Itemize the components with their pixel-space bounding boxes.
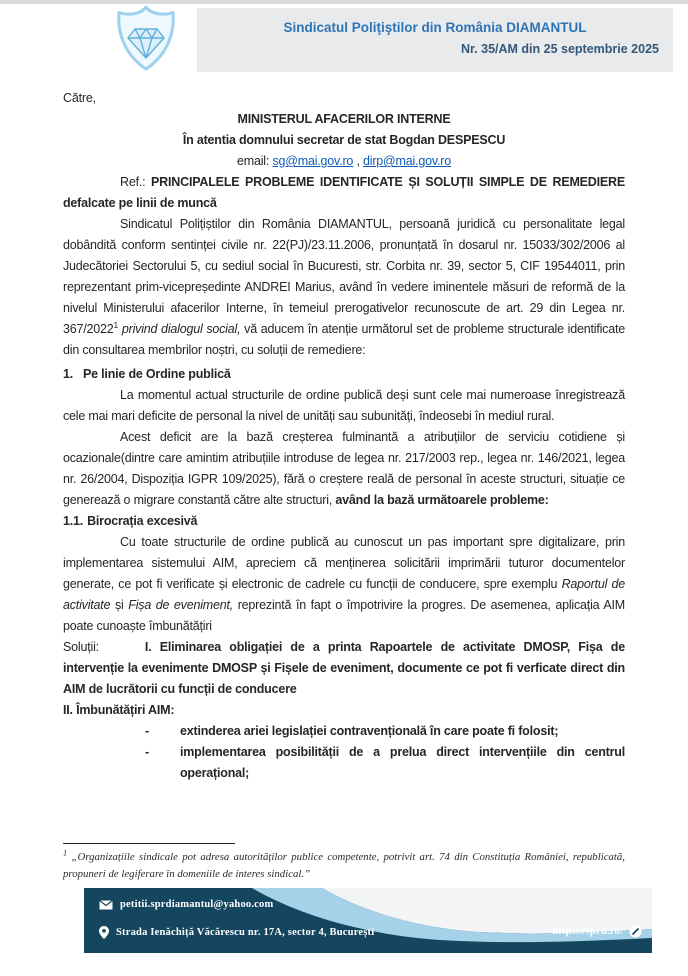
section-1-1-heading: [63, 511, 625, 532]
circle-slash-icon: [629, 925, 642, 938]
footer-email-row: [99, 899, 273, 910]
intro-paragraph: [63, 214, 625, 361]
bullet-text: extinderea ariei legislației contravențională în care poate fi folosit;: [180, 724, 559, 738]
footnote-area: [63, 843, 625, 882]
doc-name-italic-1: Raportul de activitate: [63, 577, 625, 612]
letterhead-box: [197, 8, 673, 72]
bullet-dash: -: [145, 724, 149, 738]
document-number: Nr. 35/AM din 25 septembrie 2025: [460, 42, 659, 56]
section-1-number: 1.: [63, 367, 74, 381]
email-separator: ,: [353, 154, 363, 168]
bureaucracy-text: Cu toate structurile de ordine publică au cunoscut un pas important spre digitalizare, prin implementarea sistemului AIM, apreciem că menținerea solicitării imprimării tuturor documentelor generate, ce pot fi verificate și electronic de cadrele cu funcții de conducere, spre exemplu: [63, 535, 625, 591]
reference-label: Ref.:: [120, 175, 152, 189]
bullet-item: [145, 742, 625, 784]
footer-website-text: https://sprd.ro/: [552, 926, 623, 937]
attention-line: În atentia domnului secretar de stat Bogdan DESPESCU: [182, 133, 506, 147]
footnote-text: [63, 849, 625, 882]
section-1-paragraph-2-bold: având la bază următoarele probleme:: [335, 493, 549, 507]
intro-text: Sindicatul Polițiștilor din România DIAMANTUL, persoană juridică cu personalitate legal dobândită conform sentinței civile nr. 22(PJ)/23.11.2006, pronunțată în dosarul nr. 15033/302/2006 al Judecătoriei Sectorului 5, cu sediul social în Bucuresti, str. Corbita nr. 39, sector 5, CIF 19544011, prin reprezentant prim-vicepreședinte ANDREI Marius, având în vedere iminentele măsuri de reformă de la nivelul Ministerului afacerilor Interne, în temeiul prerogativelor recunoscute de art. 29 din Legea nr. 367/2022: [63, 217, 625, 336]
solution-1-text: I. Eliminarea obligației de a printa Rapoartele de activitate DMOSP, Fișa de intervenție la evenimente DMOSP și Fișele de eveniment, documente ce pot fi verficate direct din AIM de lucrătorii cu funcții de conducere: [63, 640, 625, 696]
section-1-paragraph-2-text: Acest deficit are la bază creșterea fulminantă a atribuțiilor de serviciu cotidiene și ocazionale(dintre care amintim atribuțiile introduse de legea nr. 217/2003 rep., legea nr. 146/2021, legea nr. 26/2004, Dispoziția IGPR 109/2025), fără o creștere reală de personal în aceste structuri, situație ce generează o migrare constantă către alte structuri,: [63, 430, 625, 507]
doc-name-italic-2: Fișa de eveniment,: [128, 598, 234, 612]
diamond-shield-icon: [112, 5, 180, 72]
union-logo: [112, 5, 180, 72]
envelope-icon: [99, 900, 113, 910]
section-1-heading: [63, 364, 625, 385]
reference-subject: PRINCIPALELE PROBLEME IDENTIFICATE ȘI SOLUȚII SIMPLE DE REMEDIERE defalcate pe linii de muncă: [63, 175, 626, 210]
footnote-body: „Organizațiile sindicale pot adresa autorităților publice competente, potrivit art. 74 din Constituția României, republicată, propuneri de legiferare în domeniile de interes sindical.”: [63, 851, 625, 880]
solutions-label: Soluții:: [63, 640, 99, 654]
section-1-1-title: Birocrația excesivă: [87, 514, 198, 528]
footer-address-text: Strada Ienăchiță Văcărescu nr. 17A, sector 4, București: [116, 927, 375, 938]
intro-text-end: vă aducem în atenție următorul set de probleme structurale identificate din consultarea membrilor noștri, cu soluții de remediere:: [63, 322, 626, 357]
bullet-text: implementarea posibilității de a prelua direct intervențiile din centrul operațional;: [180, 745, 625, 780]
footer-address-row: [99, 926, 374, 939]
footnote-separator: [63, 843, 235, 844]
email-label: email:: [237, 154, 273, 168]
salutation: Către,: [63, 91, 96, 105]
email-link-sg[interactable]: sg@mai.gov.ro: [272, 154, 354, 168]
solutions-paragraph: [63, 637, 625, 700]
bullet-item: [145, 721, 625, 742]
email-line: [63, 151, 625, 172]
window-top-edge: [0, 0, 688, 4]
bureaucracy-text-end: reprezintă în fapt o împotrivire la progres. De asemenea, aplicația AIM poate cunoaște îmbunătățiri: [63, 598, 625, 633]
reference-line: [63, 172, 625, 214]
organization-name: Sindicatul Poliţiştilor din România DIAMANTUL: [283, 20, 587, 35]
footer-wave-background: [84, 888, 652, 953]
email-link-dirp[interactable]: dirp@mai.gov.ro: [363, 154, 451, 168]
footer-email-text: petitii.sprdiamantul@yahoo.com: [120, 899, 274, 910]
section-1-1-paragraph: [63, 532, 625, 637]
footer: [84, 888, 652, 953]
footnote-marker: 1: [63, 847, 68, 858]
solution-2-heading: II. Îmbunătățiri AIM:: [63, 703, 175, 717]
bureaucracy-text-mid: și: [110, 598, 129, 612]
section-1-title: Pe linie de Ordine publică: [83, 367, 231, 381]
section-1-paragraph-1: La momentul actual structurile de ordine publică deși sunt cele mai numeroase înregistrează cele mai mari deficite de personal la nivel de unități sau subunități, îndeosebi în mediul rural.: [63, 388, 625, 423]
section-1-1-number: 1.1.: [63, 514, 84, 528]
section-1-paragraph-2: [63, 427, 625, 511]
footer-website-row: [552, 925, 642, 938]
recipient-ministry: MINISTERUL AFACERILOR INTERNE: [237, 112, 451, 126]
footnote-reference: 1: [113, 319, 119, 330]
bullet-dash: -: [145, 745, 149, 759]
law-title-italic: privind dialogul social,: [118, 322, 241, 336]
location-pin-icon: [99, 926, 109, 939]
letter-body: [63, 88, 625, 784]
